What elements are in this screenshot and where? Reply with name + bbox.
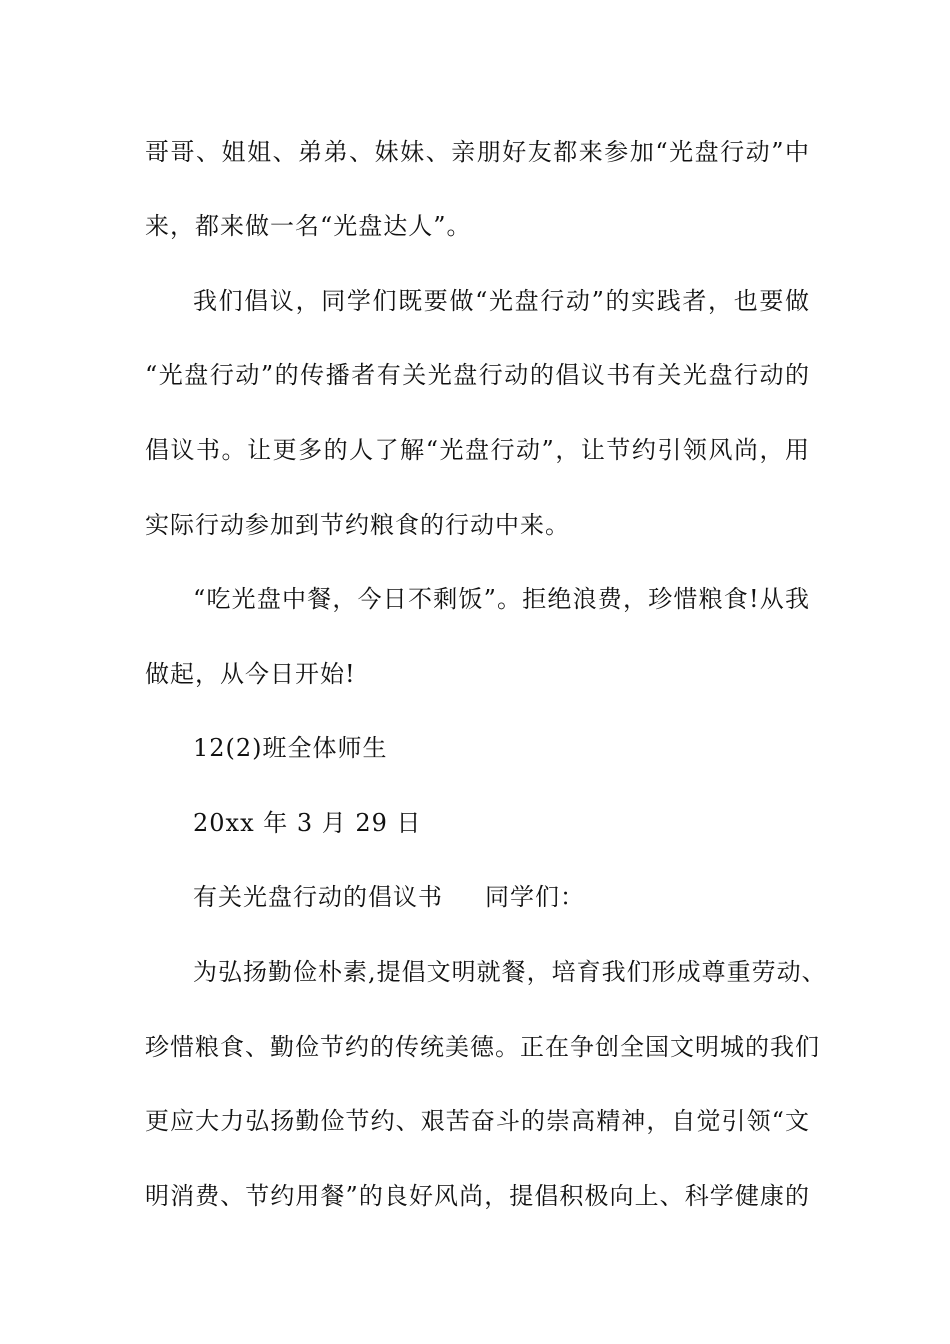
paragraph-line: “吃光盘中餐，今日不剩饭”。拒绝浪费，珍惜粮食!从我 [193, 585, 810, 613]
signature-date: 20xx 年 3 月 29 日 [193, 809, 422, 837]
paragraph-line: 倡议书。让更多的人了解“光盘行动”，让节约引领风尚，用 [145, 436, 810, 464]
document-title: 有关光盘行动的倡议书 [193, 883, 443, 911]
paragraph-line: 做起，从今日开始! [145, 660, 356, 688]
section-heading-line [193, 882, 810, 912]
paragraph-line: 明消费、节约用餐”的良好风尚，提倡积极向上、科学健康的 [145, 1182, 810, 1210]
paragraph-line: 为弘扬勤俭朴素,提倡文明就餐，培育我们形成尊重劳动、 [193, 958, 827, 986]
paragraph-line: 实际行动参加到节约粮食的行动中来。 [145, 511, 570, 539]
paragraph-line: 珍惜粮食、勤俭节约的传统美德。正在争创全国文明城的我们 [145, 1033, 820, 1061]
salutation: 同学们： [485, 883, 585, 911]
paragraph-line: 哥哥、姐姐、弟弟、妹妹、亲朋好友都来参加“光盘行动”中 [145, 138, 810, 166]
paragraph-line: 更应大力弘扬勤俭节约、艰苦奋斗的崇高精神，自觉引领“文 [145, 1107, 810, 1135]
paragraph-line: 我们倡议，同学们既要做“光盘行动”的实践者，也要做 [193, 287, 810, 315]
signature-class: 12(2)班全体师生 [193, 734, 388, 762]
paragraph-line: 来，都来做一名“光盘达人”。 [145, 212, 472, 240]
paragraph-line: “光盘行动”的传播者有关光盘行动的倡议书有关光盘行动的 [145, 361, 810, 389]
